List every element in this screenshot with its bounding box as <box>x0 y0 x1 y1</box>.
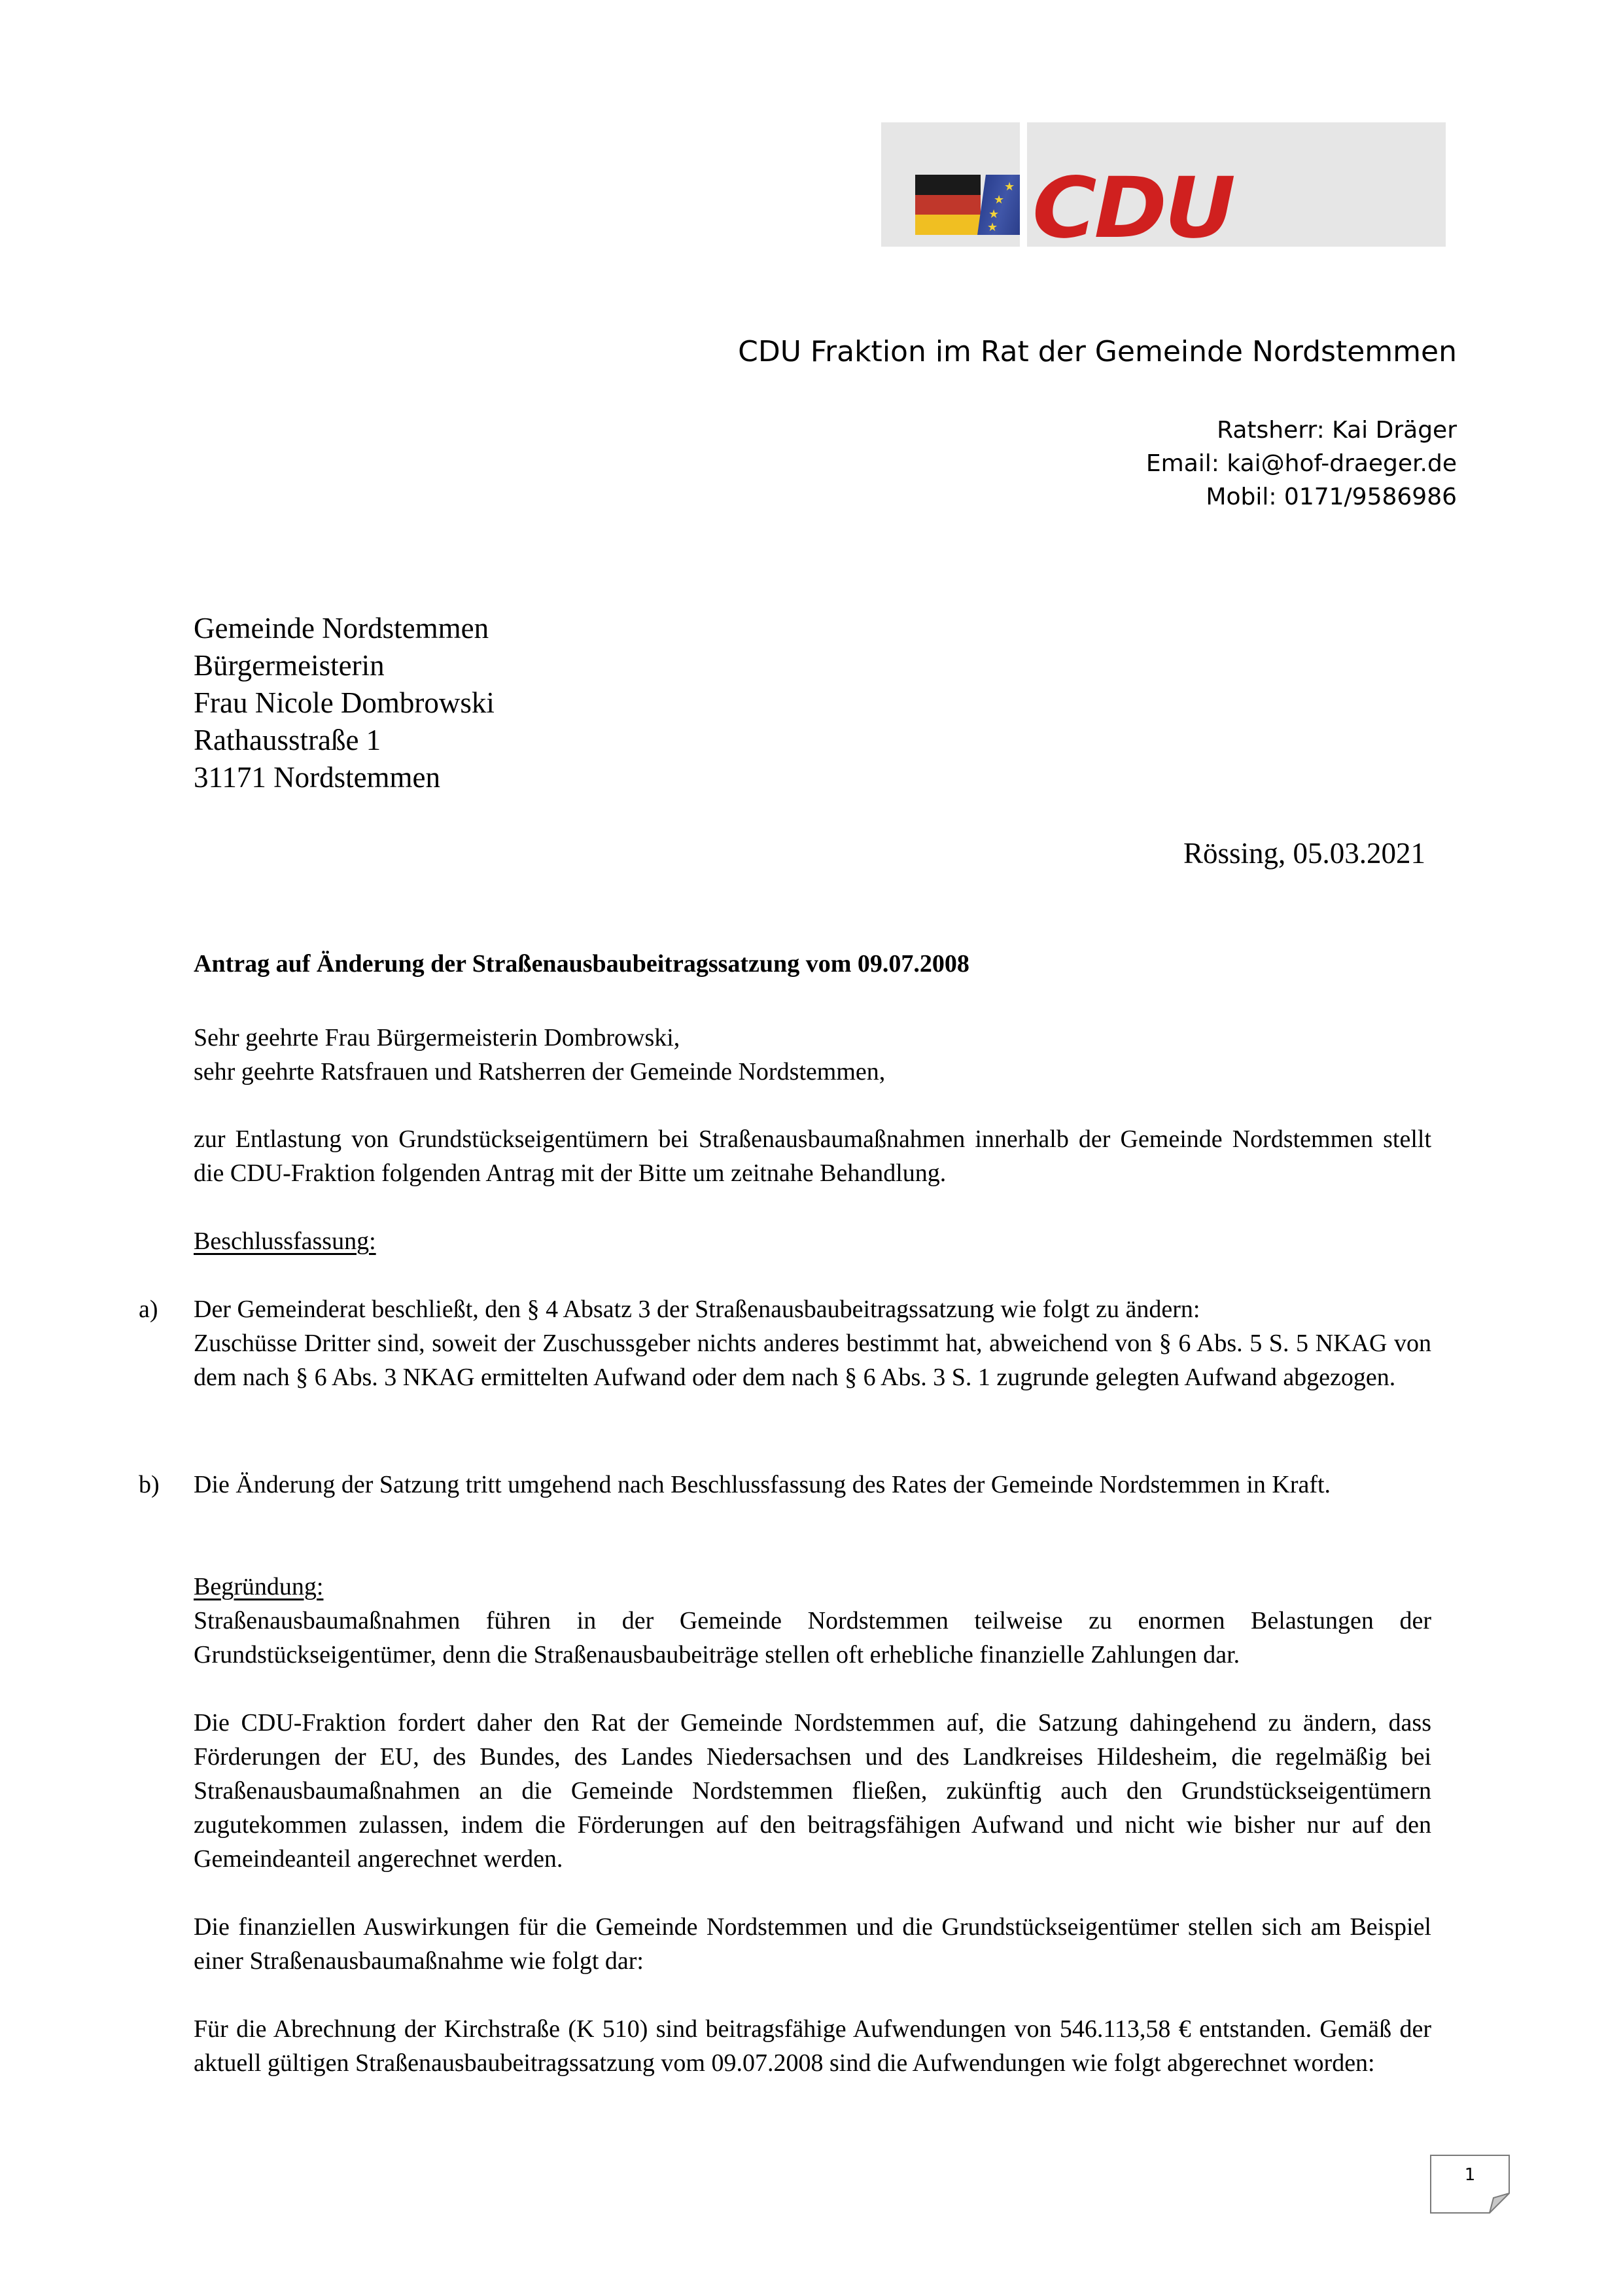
subject-line: Antrag auf Änderung der Straßenausbaubeitragssatzung vom 09.07.2008 <box>194 950 969 978</box>
item-text: Die Änderung der Satzung tritt umgehend nach Beschlussfassung des Rates der Gemeinde Nordstemmen in Kraft. <box>194 1471 1331 1498</box>
financial-impacts-paragraph: Die finanziellen Auswirkungen für die Gemeinde Nordstemmen und die Grundstückseigentümer stellen sich am Beispiel einer Straßenausbaumaßnahme wie folgt dar: <box>194 1913 1431 1975</box>
star-icon: ★ <box>994 193 1005 207</box>
recipient-line: Frau Nicole Dombrowski <box>194 686 495 719</box>
salutation <box>194 1021 1431 1089</box>
resolution-item-b <box>139 1468 1431 1502</box>
logo-flag-panel <box>881 122 1020 247</box>
sender-name: Ratsherr: Kai Dräger <box>1217 417 1457 444</box>
resolution-item-a <box>139 1292 1431 1394</box>
cdu-logo-text: CDU <box>1032 160 1233 257</box>
recipient-line: Gemeinde Nordstemmen <box>194 612 489 645</box>
sender-contact <box>1146 414 1457 514</box>
item-text: Der Gemeinderat beschließt, den § 4 Absatz 3 der Straßenausbaubeitragssatzung wie folgt zu ändern: <box>194 1296 1200 1323</box>
sender-title: CDU Fraktion im Rat der Gemeinde Nordstemmen <box>738 335 1457 368</box>
item-text: Zuschüsse Dritter sind, soweit der Zuschussgeber nichts anderes bestimmt hat, abweichend von § 6 Abs. 5 S. 5 NKAG von dem nach § 6 Abs. 3 NKAG ermittelten Aufwand oder dem nach § 6 Abs. 3 S. 1 zugrunde gelegten Aufwand abgezogen. <box>194 1330 1431 1391</box>
salutation-line: sehr geehrte Ratsfrauen und Ratsherren der Gemeinde Nordstemmen, <box>194 1058 886 1086</box>
page-number <box>1430 2155 1510 2214</box>
sender-email: Email: kai@hof-draeger.de <box>1145 450 1457 477</box>
example-paragraph: Für die Abrechnung der Kirchstraße (K 510) sind beitragsfähige Aufwendungen von 546.113,58 € entstanden. Gemäß der aktuell gültigen Straßenausbaubeitragssatzung vom 09.07.2008 sind die Aufwendungen wie folgt abgerechnet worden: <box>194 2015 1431 2077</box>
recipient-line: Bürgermeisterin <box>194 649 385 682</box>
place-date: Rössing, 05.03.2021 <box>1183 837 1425 870</box>
justification-heading-text: Begründung: <box>194 1573 324 1600</box>
justification-paragraph: Die CDU-Fraktion fordert daher den Rat der Gemeinde Nordstemmen auf, die Satzung dahingehend zu ändern, dass Förderungen der EU, des Bundes, des Landes Niedersachsen und des Landkreises Hildesheim, die regelmäßig bei Straßenausbaumaßnahmen an die Gemeinde Nordstemmen fließen, zukünftig auch den Grundstückseigentümern zugutekommen zulassen, indem die Förderungen auf den beitragsfähigen Aufwand und nicht wie bisher nur auf den Gemeindeanteil angerechnet werden. <box>194 1709 1431 1873</box>
sender-phone: Mobil: 0171/9586986 <box>1206 484 1457 510</box>
page-number-text: 1 <box>1464 2165 1476 2185</box>
recipient-line: 31171 Nordstemmen <box>194 761 441 794</box>
recipient-address <box>194 610 495 796</box>
justification-heading <box>194 1570 1431 1604</box>
logo-brand-panel <box>1027 122 1446 257</box>
item-marker: a) <box>139 1296 158 1323</box>
star-icon: ★ <box>1004 180 1015 194</box>
resolution-heading-text: Beschlussfassung: <box>194 1227 376 1255</box>
resolution-heading <box>194 1224 1431 1258</box>
item-marker: b) <box>139 1471 160 1498</box>
justification-paragraph: Straßenausbaumaßnahmen führen in der Gemeinde Nordstemmen teilweise zu enormen Belastungen der Grundstückseigentümer, denn die Straßenausbaubeiträge stellen oft erhebliche finanzielle Zahlungen dar. <box>194 1607 1431 1669</box>
recipient-line: Rathausstraße 1 <box>194 724 381 756</box>
salutation-line: Sehr geehrte Frau Bürgermeisterin Dombrowski, <box>194 1024 680 1051</box>
intro-paragraph: zur Entlastung von Grundstückseigentümern bei Straßenausbaumaßnahmen innerhalb der Gemeinde Nordstemmen stellt die CDU-Fraktion folgenden Antrag mit der Bitte um zeitnahe Behandlung. <box>194 1125 1431 1187</box>
star-icon: ★ <box>987 221 998 234</box>
germany-eu-flag-icon <box>915 175 1020 235</box>
star-icon: ★ <box>988 207 1000 221</box>
